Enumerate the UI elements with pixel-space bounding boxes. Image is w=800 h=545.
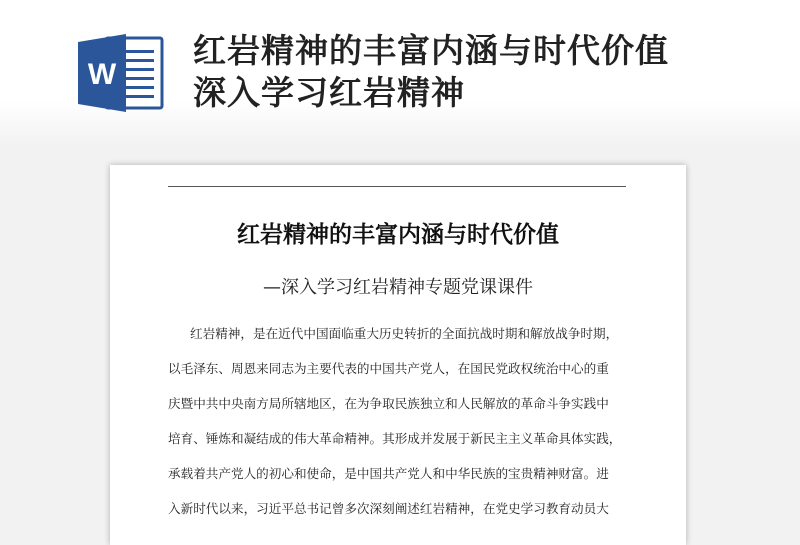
banner-title-line-1: 红岩精神的丰富内涵与时代价值 (193, 31, 669, 70)
document-page (110, 165, 686, 545)
body-line: 以毛泽东、周恩来同志为主要代表的中国共产党人，在国民党政权统治中心的重 (168, 361, 609, 376)
document-subtitle: —深入学习红岩精神专题党课课件 (263, 277, 533, 298)
body-line: 入新时代以来，习近平总书记曾多次深刻阐述红岩精神，在党史学习教育动员大 (168, 501, 609, 516)
word-icon-letter: W (87, 58, 117, 91)
document-title: 红岩精神的丰富内涵与时代价值 (237, 222, 559, 248)
body-line: 承载着共产党人的初心和使命，是中国共产党人和中华民族的宝贵精神财富。进 (168, 466, 609, 481)
word-document-icon (76, 32, 164, 114)
body-line: 红岩精神，是在近代中国面临重大历史转折的全面抗战时期和解放战争时期， (190, 326, 619, 341)
banner-title-line-2: 深入学习红岩精神 (193, 73, 465, 112)
body-line: 庆暨中共中央南方局所辖地区，在为争取民族独立和人民解放的革命斗争实践中 (168, 396, 609, 411)
body-line: 培育、锤炼和凝结成的伟大革命精神。其形成并发展于新民主主义革命具体实践， (168, 431, 622, 446)
header-banner (0, 0, 800, 145)
banner-title (193, 30, 669, 114)
document-body (168, 324, 632, 534)
header-rule (168, 186, 626, 187)
